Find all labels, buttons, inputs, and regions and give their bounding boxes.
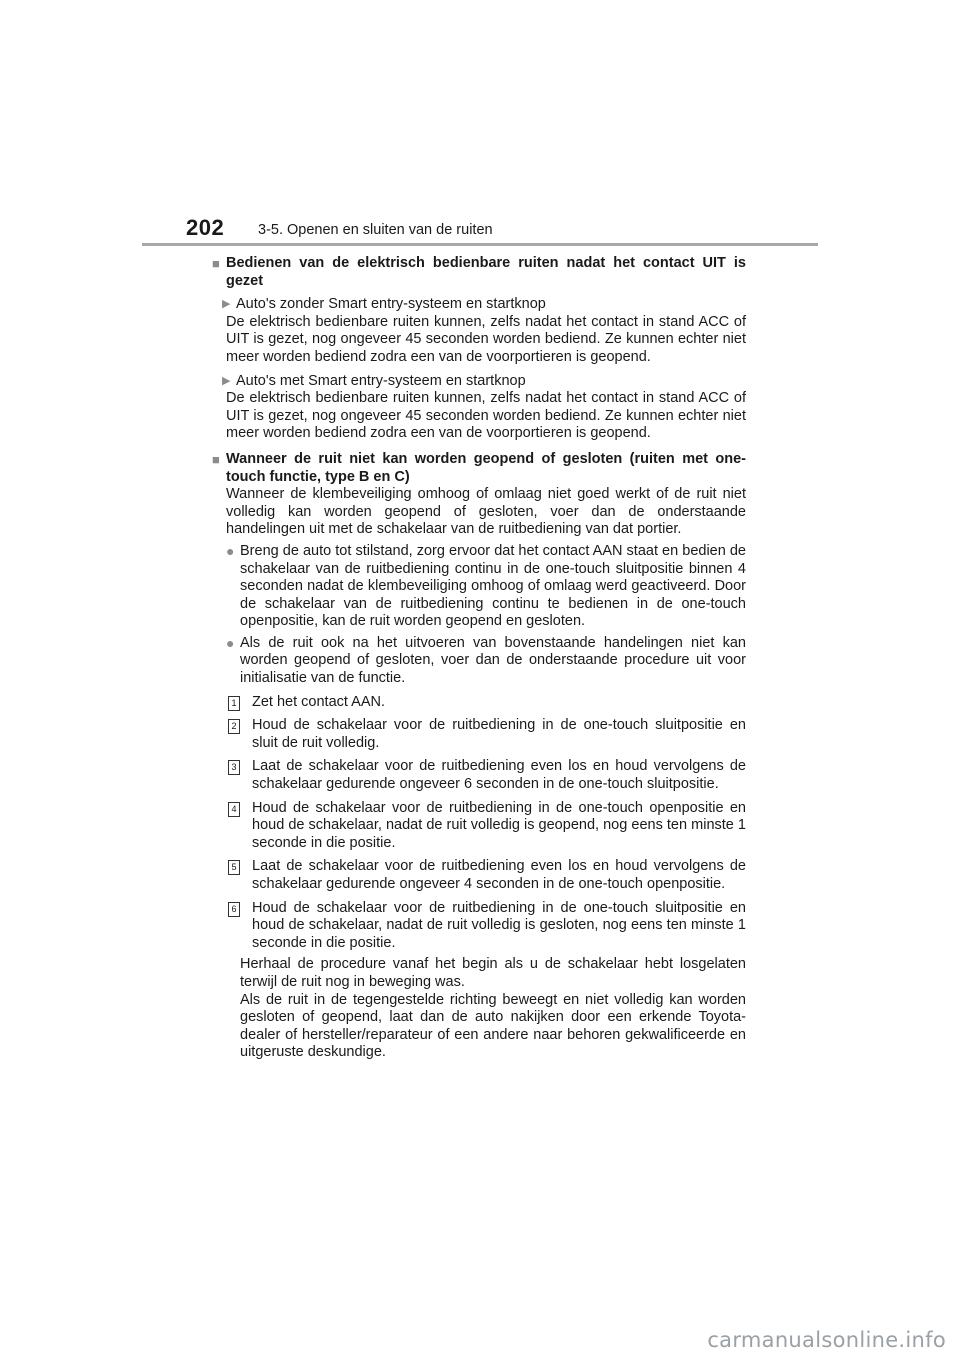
- step-text: Houd de schakelaar voor de ruitbediening in de one-touch openpositie en houd de schakelaar, nadat de ruit volledig is geopend, nog eens ten minste 1 seconde in die positie.: [252, 799, 746, 851]
- procedure-step: [228, 900, 746, 953]
- step-text: Laat de schakelaar voor de ruitbediening even los en houd vervolgens de schakelaar gedurende ongeveer 4 seconden in de one-touch openpositie.: [252, 858, 746, 892]
- circle-bullet-icon: ●: [226, 634, 235, 651]
- list-item-text: Breng de auto tot stilstand, zorg ervoor dat het contact AAN staat en bedien de schakelaar van de ruitbediening continu in de one-touch sluitpositie binnen 4 seconden nadat de klembeveiliging omhoog of omlaag werd geactiveerd. Door de schakelaar van de ruitbediening continu te bedienen in de one-touch openpositie, kan de ruit worden geopend en gesloten.: [240, 542, 746, 630]
- triangle-right-icon: ▶: [222, 374, 231, 387]
- list-item-text: Als de ruit ook na het uitvoeren van bovenstaande handelingen niet kan worden geopend of gesloten, voer dan de onderstaande procedure uit voor initialisatie van de functie.: [240, 634, 746, 687]
- sub-heading-text: Auto's zonder Smart entry-systeem en startknop: [236, 296, 546, 313]
- step-text: Laat de schakelaar voor de ruitbediening even los en houd vervolgens de schakelaar gedurende ongeveer 6 seconden in de one-touch sluitpositie.: [252, 758, 746, 793]
- step-number: 2: [228, 719, 240, 734]
- watermark[interactable]: carmanualsonline.info: [707, 1328, 946, 1352]
- header-rule: [142, 243, 818, 246]
- procedure-step: [228, 694, 746, 712]
- page-content: [212, 255, 746, 1062]
- list-item: [226, 543, 746, 631]
- sub-heading: [222, 296, 746, 314]
- closing-note: Herhaal de procedure vanaf het begin als u de schakelaar hebt losgelaten terwijl de ruit nog in beweging was.: [240, 956, 746, 990]
- square-bullet-icon: ■: [212, 451, 220, 467]
- triangle-right-icon: ▶: [222, 298, 231, 311]
- procedure-step: [228, 800, 746, 853]
- sub-heading-text: Auto's met Smart entry-systeem en startknop: [236, 372, 526, 389]
- page-number: 202: [186, 215, 225, 240]
- section-heading: [212, 451, 746, 486]
- paragraph: De elektrisch bedienbare ruiten kunnen, zelfs nadat het contact in stand ACC of UIT is gezet, nog ongeveer 45 seconden worden bediend. Ze kunnen echter niet meer worden bediend zodra een van de voorportieren is geopend.: [226, 390, 746, 442]
- section-title: 3-5. Openen en sluiten van de ruiten: [258, 222, 493, 238]
- closing-note: Als de ruit in de tegengestelde richting beweegt en niet volledig kan worden gesloten of geopend, laat dan de auto nakijken door een erkende Toyota-dealer of hersteller/reparateur of een andere naar behoren gekwalificeerde en uitgeruste deskundige.: [240, 991, 746, 1061]
- step-number: 3: [228, 760, 240, 775]
- circle-bullet-icon: ●: [226, 542, 235, 559]
- step-number: 5: [228, 860, 240, 875]
- procedure-step: [228, 858, 746, 893]
- heading-text: Wanneer de ruit niet kan worden geopend of gesloten (ruiten met one-touch functie, type B en C): [226, 450, 746, 485]
- procedure-step: [228, 717, 746, 752]
- step-text: Houd de schakelaar voor de ruitbediening in de one-touch sluitpositie en houd de schakelaar, nadat de ruit volledig is gesloten, nog eens ten minste 1 seconde in die positie.: [252, 899, 746, 951]
- sub-heading: [222, 373, 746, 391]
- step-number: 4: [228, 802, 240, 817]
- page-header: [0, 0, 960, 250]
- step-text: Houd de schakelaar voor de ruitbediening in de one-touch sluitpositie en sluit de ruit volledig.: [252, 717, 746, 751]
- step-text: Zet het contact AAN.: [252, 693, 385, 710]
- heading-text: Bedienen van de elektrisch bedienbare ruiten nadat het contact UIT is gezet: [226, 255, 746, 289]
- square-bullet-icon: ■: [212, 256, 220, 271]
- step-number: 6: [228, 902, 240, 917]
- paragraph: Wanneer de klembeveiliging omhoog of omlaag niet goed werkt of de ruit niet volledig kan worden geopend of gesloten, voer dan de onderstaande handelingen uit met de schakelaar van de ruitbediening van dat portier.: [226, 486, 746, 538]
- list-item: [226, 635, 746, 688]
- section-heading: [212, 255, 746, 290]
- procedure-step: [228, 758, 746, 793]
- paragraph: De elektrisch bedienbare ruiten kunnen, zelfs nadat het contact in stand ACC of UIT is gezet, nog ongeveer 45 seconden worden bediend. Ze kunnen echter niet meer worden bediend zodra een van de voorportieren is geopend.: [226, 313, 746, 365]
- step-number: 1: [228, 696, 240, 711]
